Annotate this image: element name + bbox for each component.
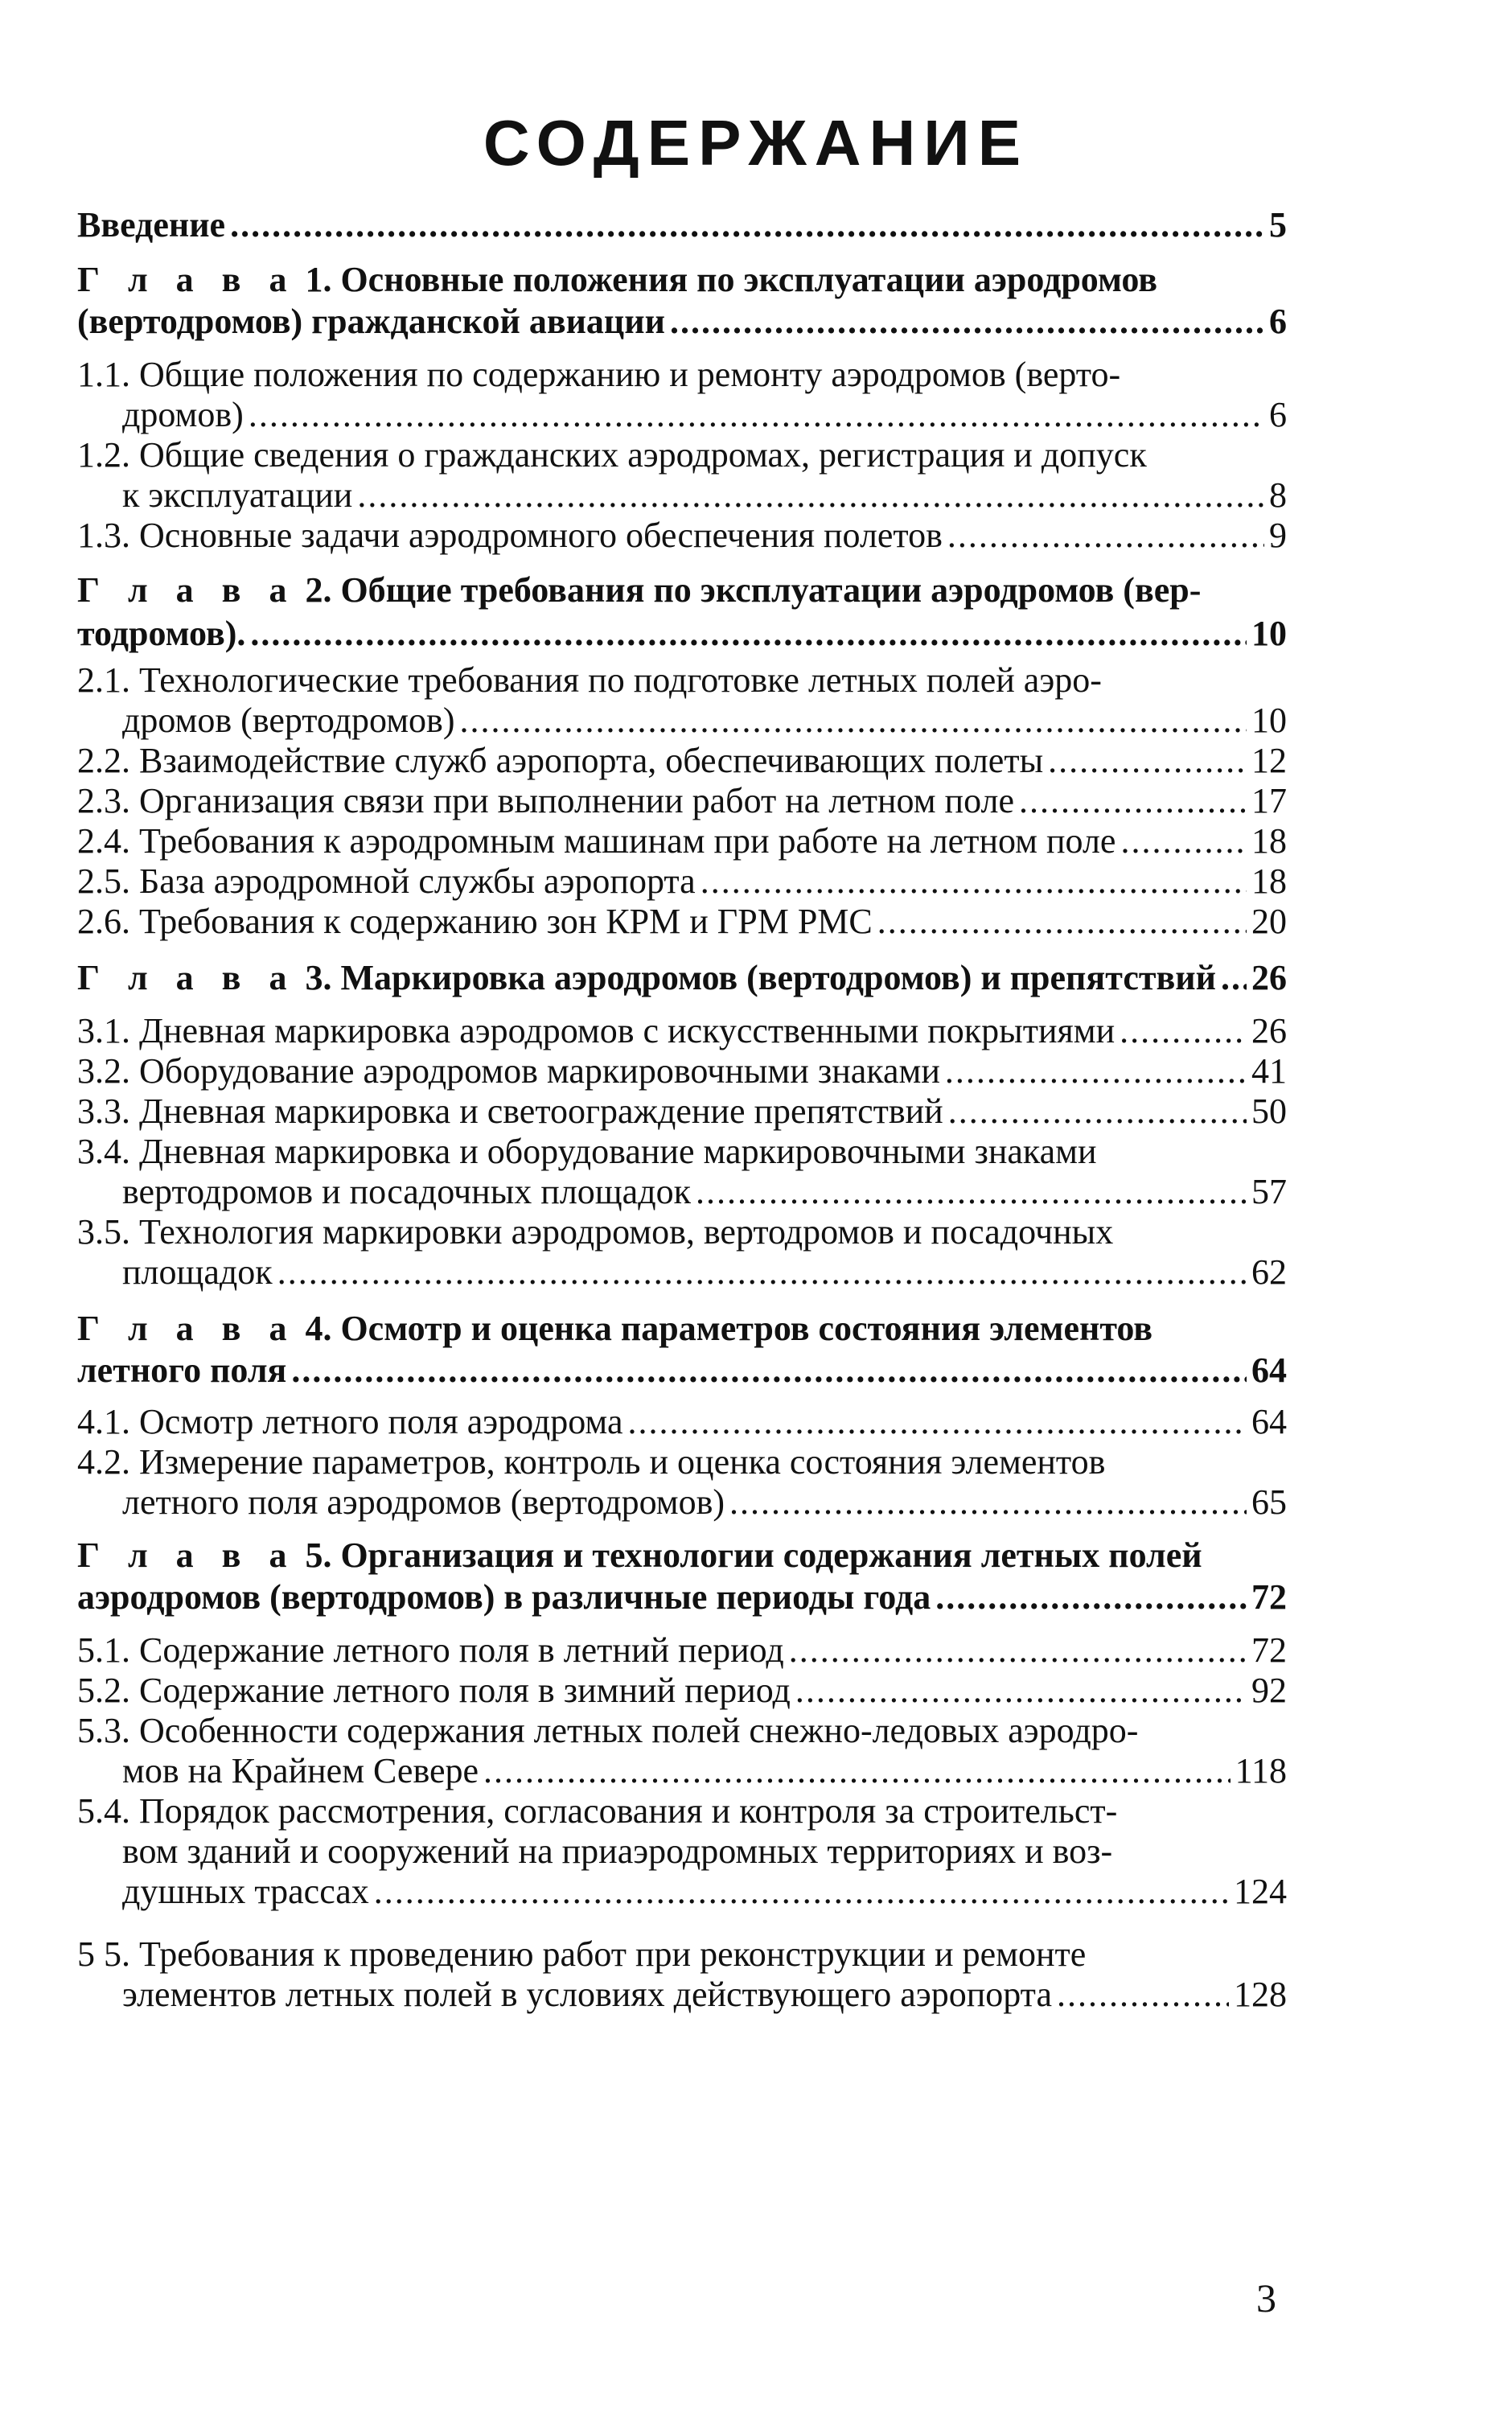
toc-page-number: 17 xyxy=(1251,781,1287,820)
toc-item-3-2 xyxy=(77,1051,1287,1091)
toc-item-3-5: 3.5. Технология маркировки аэродромов, вертодромов и посадочных xyxy=(77,1212,1114,1252)
leader-dots xyxy=(1048,743,1247,779)
toc-item-5-5: 5 5. Требования к проведению работ при реконструкции и ремонте xyxy=(77,1934,1087,1974)
leader-dots xyxy=(1019,783,1247,819)
chapter-lead: Г л а в а xyxy=(77,958,297,997)
chapter-title: 4. Осмотр и оценка параметров состояния элементов xyxy=(305,1309,1153,1348)
leader-dots xyxy=(948,1094,1247,1129)
toc-item-4-2-cont xyxy=(122,1482,1287,1522)
toc-page-number: 10 xyxy=(1251,614,1287,653)
chapter-heading-1-cont xyxy=(77,304,1287,339)
chapter-lead: Г л а в а xyxy=(77,1535,297,1575)
toc-item-5-3: 5.3. Особенности содержания летных полей снежно-ледовых аэродро- xyxy=(77,1711,1139,1750)
toc-page-number: 128 xyxy=(1234,1975,1287,2014)
toc-item-5-5-cont xyxy=(122,1977,1287,2012)
leader-dots xyxy=(877,904,1247,939)
leader-dots xyxy=(935,1580,1247,1615)
toc-item-1-2-cont xyxy=(122,475,1287,515)
toc-item-3-5-cont xyxy=(122,1252,1287,1292)
toc-item-2-6 xyxy=(77,904,1287,939)
toc-item-text: 5.1. Содержание летного поля в летний период xyxy=(77,1630,784,1670)
toc-item-cont: площадок xyxy=(122,1252,273,1292)
chapter-heading-5 xyxy=(77,1535,1202,1575)
chapter-title-cont: летного поля xyxy=(77,1350,287,1390)
chapter-lead: Г л а в а xyxy=(77,570,297,610)
chapter-title xyxy=(77,960,1216,996)
leader-dots xyxy=(460,703,1247,738)
chapter-heading-4 xyxy=(77,1311,1152,1346)
toc-entry-label: Введение xyxy=(77,205,226,245)
toc-item-text: 2.3. Организация связи при выполнении работ на летном поле xyxy=(77,781,1015,820)
toc-item-5-4-cont1: вом зданий и сооружений на приаэродромных территориях и воз- xyxy=(122,1831,1113,1871)
leader-dots xyxy=(1120,824,1247,859)
leader-dots xyxy=(670,304,1264,339)
chapter-heading-1 xyxy=(77,262,1157,298)
leader-dots xyxy=(277,1255,1247,1290)
toc-page-number: 92 xyxy=(1251,1671,1287,1710)
toc-page-number: 6 xyxy=(1269,395,1287,434)
toc-item-2-4 xyxy=(77,821,1287,861)
leader-dots xyxy=(249,397,1264,433)
leader-dots xyxy=(483,1753,1231,1789)
toc-item-text: 2.6. Требования к содержанию зон КРМ и ГРМ РМС xyxy=(77,902,873,941)
chapter-title-text: 3. Маркировка аэродромов (вертодромов) и препятствий xyxy=(305,958,1216,997)
chapter-heading-2 xyxy=(77,570,1202,610)
chapter-heading-5-cont xyxy=(77,1577,1287,1617)
leader-dots xyxy=(627,1404,1247,1440)
toc-item-cont: вертодромов и посадочных площадок xyxy=(122,1172,691,1211)
toc-page-number: 6 xyxy=(1269,302,1287,341)
toc-item-cont: к эксплуатации xyxy=(122,475,353,515)
leader-dots xyxy=(250,616,1247,652)
toc-item-cont: мов на Крайнем Севере xyxy=(122,1751,479,1790)
leader-dots xyxy=(357,478,1264,513)
toc-page-number: 12 xyxy=(1251,741,1287,780)
chapter-heading-3 xyxy=(77,960,1287,996)
leader-dots xyxy=(1120,1013,1247,1049)
toc-page-number: 26 xyxy=(1251,1011,1287,1050)
toc-item-2-5 xyxy=(77,861,1287,901)
toc-item-text: 2.5. База аэродромной службы аэропорта xyxy=(77,861,696,901)
toc-item-2-1: 2.1. Технологические требования по подготовке летных полей аэро- xyxy=(77,660,1102,700)
toc-page-number: 62 xyxy=(1251,1252,1287,1292)
page-number: 3 xyxy=(1256,2275,1276,2321)
toc-page-number: 8 xyxy=(1269,475,1287,515)
toc-item-3-4-cont xyxy=(122,1174,1287,1210)
toc-item-cont: дромов) xyxy=(122,395,244,434)
leader-dots xyxy=(230,208,1264,243)
leader-dots xyxy=(945,1054,1247,1089)
toc-page-number: 50 xyxy=(1251,1091,1287,1131)
toc-page-number: 72 xyxy=(1251,1630,1287,1670)
toc-item-5-4: 5.4. Порядок рассмотрения, согласования и контроля за строительст- xyxy=(77,1791,1118,1831)
toc-entry-intro xyxy=(77,205,1287,245)
toc-item-5-3-cont xyxy=(122,1753,1287,1789)
chapter-title: 5. Организация и технологии содержания летных полей xyxy=(305,1535,1202,1575)
toc-page-number: 64 xyxy=(1251,1402,1287,1441)
leader-dots xyxy=(1221,960,1247,996)
leader-dots xyxy=(374,1874,1229,1909)
leader-dots xyxy=(795,1673,1247,1708)
toc-item-2-1-cont xyxy=(122,703,1287,738)
toc-item-cont: элементов летных полей в условиях действующего аэропорта xyxy=(122,1975,1052,2014)
toc-item-5-1 xyxy=(77,1630,1287,1670)
chapter-title-cont: тодромов). xyxy=(77,614,246,653)
chapter-title: 1. Основные положения по эксплуатации аэродромов xyxy=(305,260,1158,299)
chapter-lead: Г л а в а xyxy=(77,260,297,299)
toc-item-2-3 xyxy=(77,783,1287,819)
toc-item-3-4: 3.4. Дневная маркировка и оборудование маркировочными знаками xyxy=(77,1132,1097,1171)
toc-item-text: 3.2. Оборудование аэродромов маркировочными знаками xyxy=(77,1051,940,1091)
leader-dots xyxy=(291,1353,1247,1388)
chapter-heading-4-cont xyxy=(77,1350,1287,1390)
leader-dots xyxy=(701,864,1247,899)
page-title: СОДЕРЖАНИЕ xyxy=(483,107,1029,179)
toc-page-number: 64 xyxy=(1251,1350,1287,1390)
toc-item-text: 4.1. Осмотр летного поля аэродрома xyxy=(77,1402,623,1441)
toc-item-1-1: 1.1. Общие положения по содержанию и ремонту аэродромов (верто- xyxy=(77,355,1121,394)
toc-page-number: 20 xyxy=(1251,902,1287,941)
chapter-title: 2. Общие требования по эксплуатации аэродромов (вер- xyxy=(305,570,1202,610)
toc-page-number: 41 xyxy=(1251,1051,1287,1091)
toc-item-text: 3.3. Дневная маркировка и светоограждение препятствий xyxy=(77,1091,943,1131)
leader-dots xyxy=(696,1174,1247,1210)
toc-item-text: 1.3. Основные задачи аэродромного обеспечения полетов xyxy=(77,516,943,555)
leader-dots xyxy=(729,1485,1247,1520)
toc-item-cont: дромов (вертодромов) xyxy=(122,701,455,740)
toc-page-number: 10 xyxy=(1251,701,1287,740)
toc-page-number: 65 xyxy=(1251,1482,1287,1522)
toc-item-text: 5.2. Содержание летного поля в зимний период xyxy=(77,1671,791,1710)
chapter-lead: Г л а в а xyxy=(77,1309,297,1348)
toc-page-number: 57 xyxy=(1251,1172,1287,1211)
toc-item-3-3 xyxy=(77,1091,1287,1131)
chapter-heading-2-cont xyxy=(77,616,1287,652)
toc-item-4-1 xyxy=(77,1404,1287,1440)
toc-item-text: 2.2. Взаимодействие служб аэропорта, обеспечивающих полеты xyxy=(77,741,1044,780)
toc-item-cont: душных трассах xyxy=(122,1872,369,1911)
toc-item-5-4-cont2 xyxy=(122,1874,1287,1909)
toc-page-number: 5 xyxy=(1269,205,1287,245)
toc-page-number: 18 xyxy=(1251,821,1287,861)
toc-page-number: 72 xyxy=(1251,1577,1287,1617)
toc-item-4-2: 4.2. Измерение параметров, контроль и оценка состояния элементов xyxy=(77,1442,1106,1482)
leader-dots xyxy=(789,1633,1247,1668)
chapter-title-cont: (вертодромов) гражданской авиации xyxy=(77,302,665,341)
toc-page-number: 18 xyxy=(1251,861,1287,901)
toc-item-cont: летного поля аэродромов (вертодромов) xyxy=(122,1482,725,1522)
toc-page-number: 26 xyxy=(1251,958,1287,997)
leader-dots xyxy=(1057,1977,1229,2012)
toc-page-number: 9 xyxy=(1269,516,1287,555)
toc-item-1-2: 1.2. Общие сведения о гражданских аэродромах, регистрация и допуск xyxy=(77,435,1147,475)
leader-dots xyxy=(947,518,1264,553)
toc-item-text: 2.4. Требования к аэродромным машинам при работе на летном поле xyxy=(77,821,1116,861)
toc-page-number: 124 xyxy=(1234,1872,1287,1911)
toc-page-number: 118 xyxy=(1235,1751,1287,1790)
toc-item-1-3 xyxy=(77,518,1287,553)
toc-item-3-1 xyxy=(77,1013,1287,1049)
toc-item-text: 3.1. Дневная маркировка аэродромов с искусственными покрытиями xyxy=(77,1011,1116,1050)
chapter-title-cont: аэродромов (вертодромов) в различные периоды года xyxy=(77,1577,931,1617)
toc-item-2-2 xyxy=(77,743,1287,779)
toc-item-1-1-cont xyxy=(122,397,1287,433)
toc-item-5-2 xyxy=(77,1673,1287,1708)
